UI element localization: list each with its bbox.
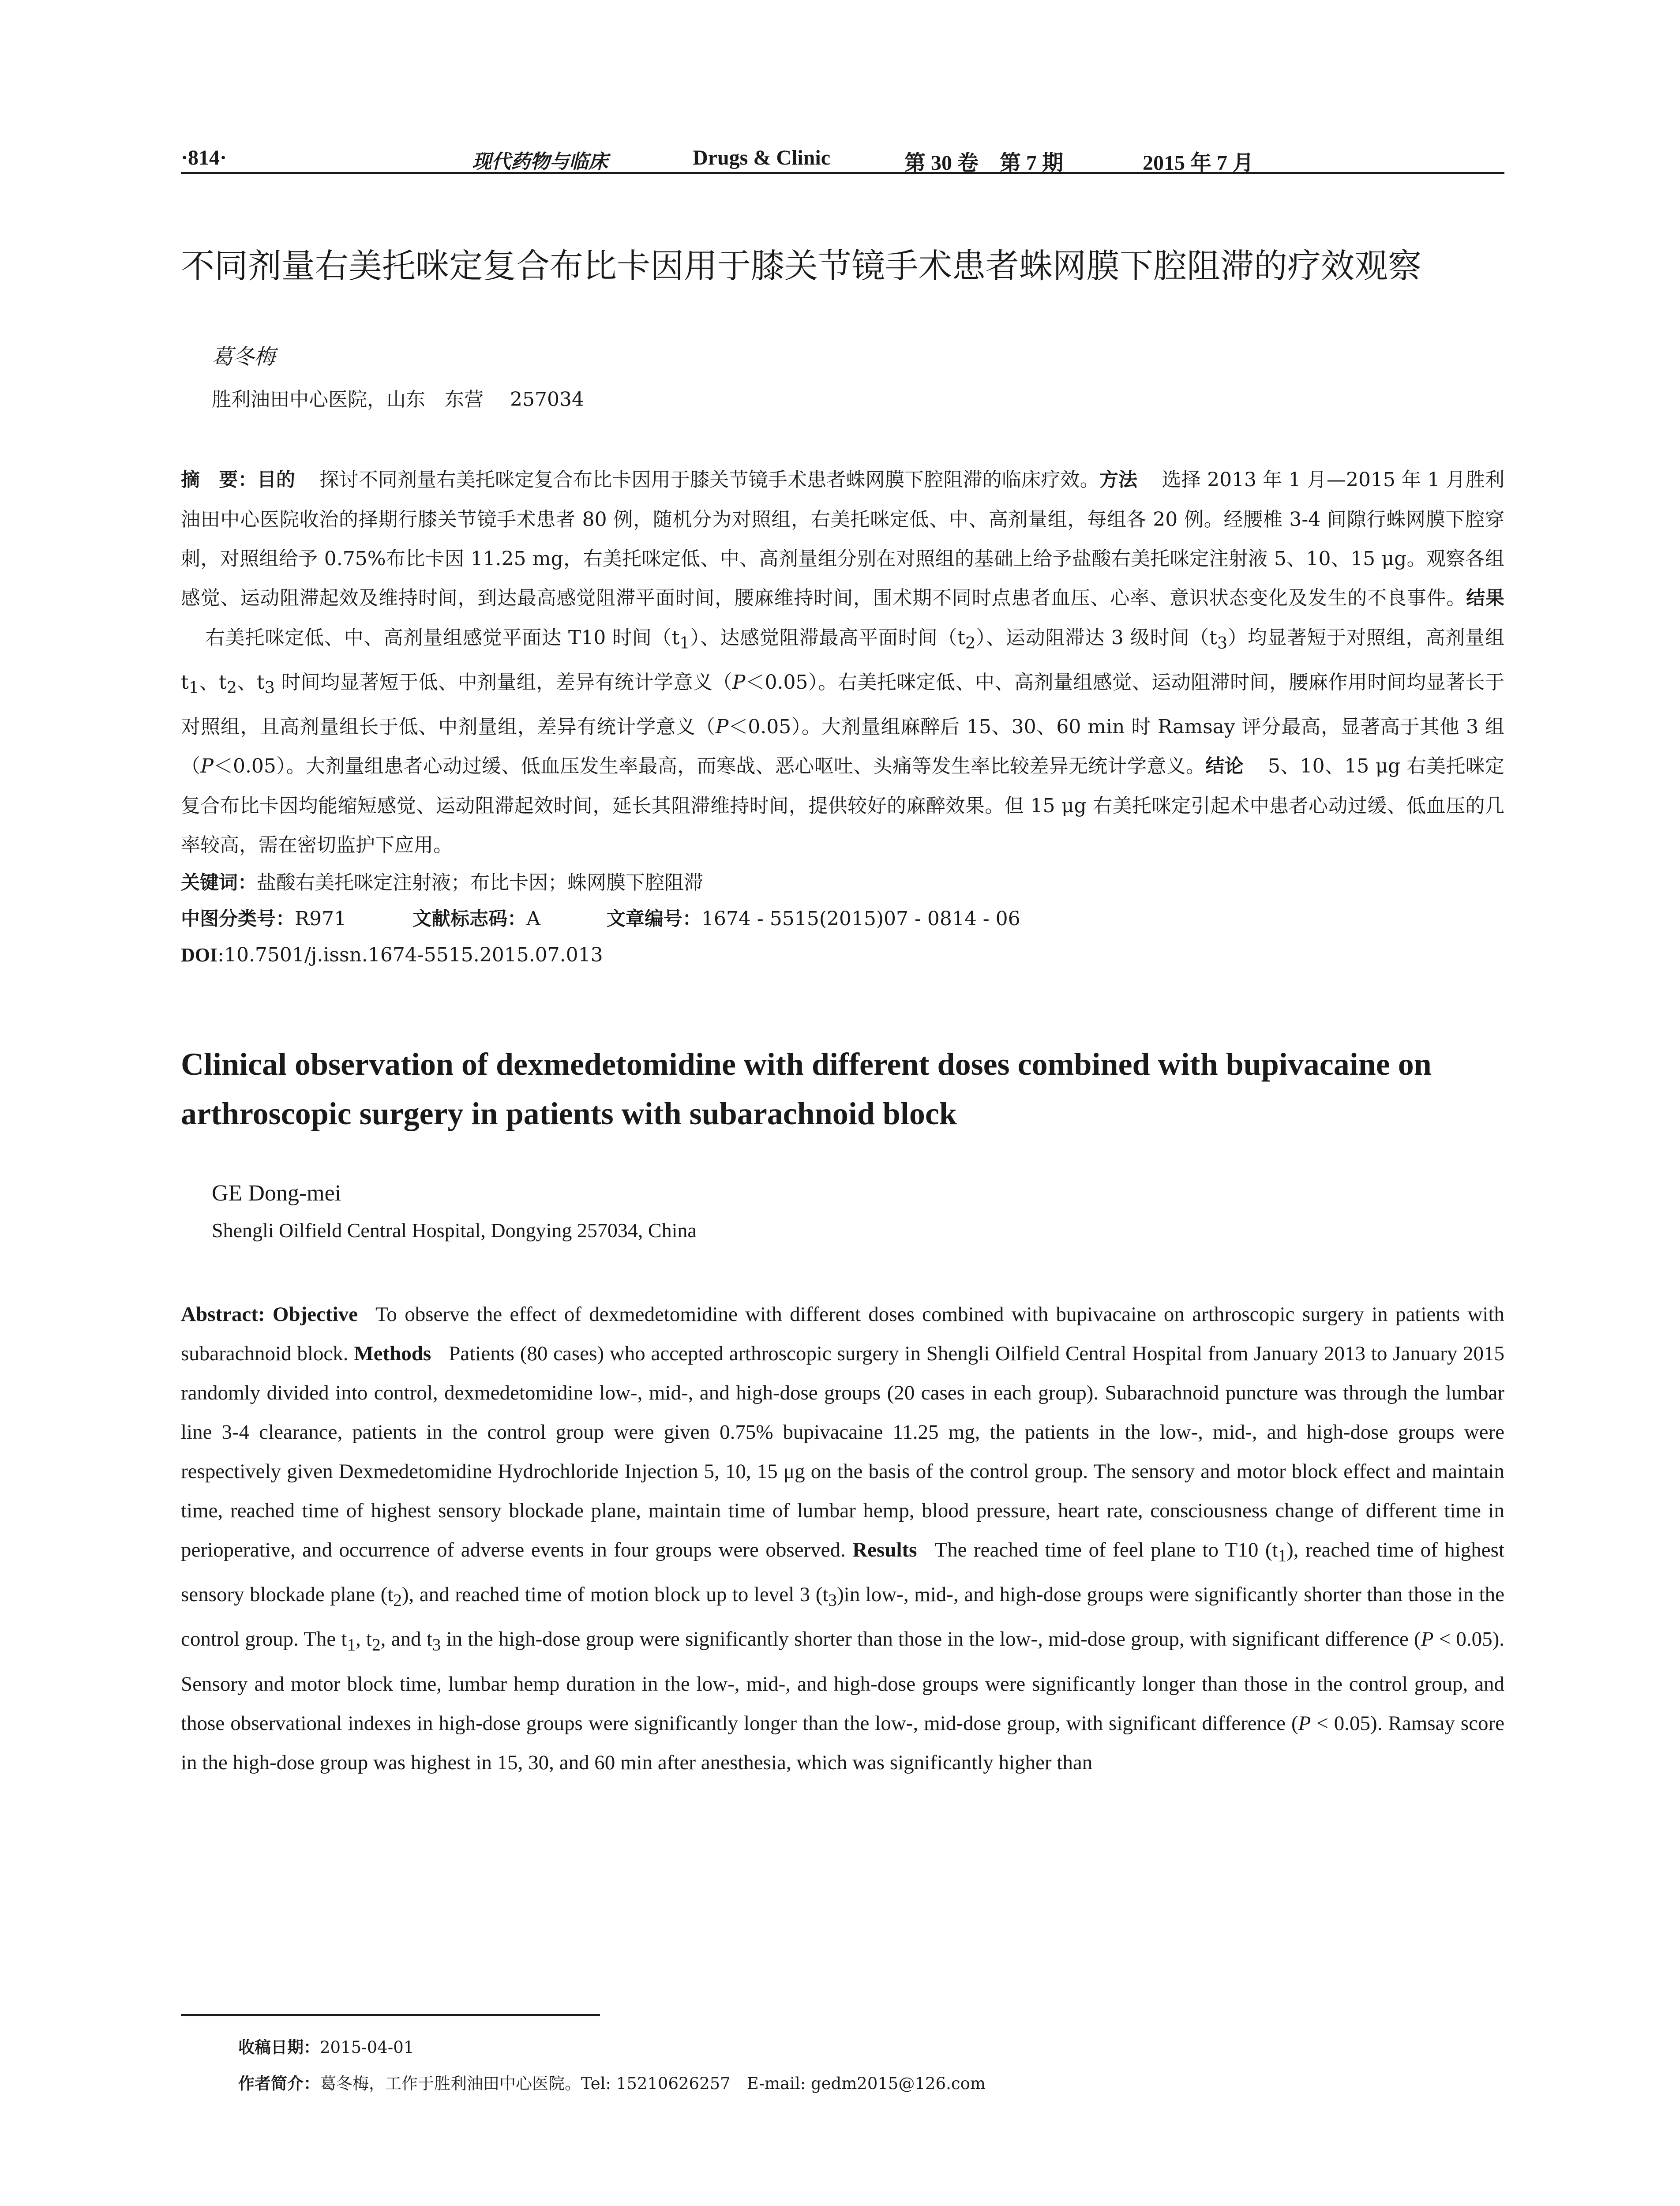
received-date: 2015-04-01 (320, 2038, 414, 2057)
page-number: ·814· (181, 146, 227, 169)
author-bio-label: 作者简介： (238, 2074, 320, 2093)
postcode-cn: 257034 (510, 388, 584, 411)
doc-code-label: 文献标志码： (412, 908, 527, 930)
clc-label: 中图分类号： (181, 908, 295, 930)
results-en-6: , and t (380, 1628, 432, 1651)
received-date-line (238, 2030, 986, 2066)
results-en-5: , t (356, 1628, 372, 1651)
footnote-divider (181, 2014, 600, 2016)
classification-line (181, 901, 1504, 937)
doc-code-value: A (526, 907, 540, 930)
conclusion-cn-label: 结论 (1205, 755, 1244, 777)
results-en-2: ), reached time of highest sensory blockade plane (t (181, 1538, 1504, 1606)
abstract-en-label: Abstract: (181, 1302, 265, 1326)
abstract-en: Abstract: Objective To observe the effect of dexmedetomidine with different doses combined with bupivacaine on arthroscopic surgery in patients with subarachnoid block. Methods Patients (80 cases) who accepted arthroscopic surgery in Shengli Oilfield Central Hospital from January 2013 to January 2015 randomly divided into control, dexmedetomidine low-, mid-, and high-dose groups (20 cases in each group). Subarachnoid puncture was through the lumbar line 3-4 clearance, patients in the control group were given 0.75% bupivacaine 11.25 mg, the patients in the low-, mid-, and high-dose groups were respectively given Dexmedetomidine Hydrochloride Injection 5, 10, 15 μg on the basis of the control group. The sensory and motor block effect and maintain time, reached time of highest sensory blockade plane, maintain time of lumbar hemp, blood pressure, heart rate, consciousness change of different time in perioperative, and occurrence of adverse events in four groups were observed. Results The reached time of feel plane to T10 $(t_1)$, reached time of highest sensory blockade plane $(t_2)$, and reached time of motion block up to level 3 $(t_3)in$ low-, mid-, and high-dose groups were significantly shorter than those in the control group. The $t_1$, $t_2$, and $t_3$ in the high-dose group were significantly shorter than those in the low-, mid-dose group, with significant difference (P < 0.05). Sensory and motor block time, lumbar hemp duration in the low-, mid-, and high-dose groups were significantly longer than those in the control group, and those observational indexes in high-dose groups were significantly longer than the low-, mid-dose group, with significant difference (P < 0.05). Ramsay score in the high-dose group was highest in 15, 30, and 60 min after anesthesia, which was significantly higher than (181, 1302, 1505, 1774)
footnotes (238, 2030, 986, 2102)
results-cn-6: 、t (236, 671, 265, 694)
objective-cn: 探讨不同剂量右美托咪定复合布比卡因用于膝关节镜手术患者蛛网膜下腔阻滞的临床疗效。 (319, 469, 1099, 491)
title-cn: 不同剂量右美托咪定复合布比卡因用于膝关节镜手术患者蛛网膜下腔阻滞的疗效观察 (181, 246, 1421, 285)
results-cn-2: ）、达感觉阻滞最高平面时间（t (690, 627, 965, 649)
results-cn-5: 、t (199, 671, 227, 694)
received-label: 收稿日期： (238, 2038, 320, 2057)
results-cn-3: ）、运动阻滞达 3 级时间（t (975, 627, 1217, 649)
keywords-text: 盐酸右美托咪定注射液；布比卡因；蛛网膜下腔阻滞 (257, 871, 703, 894)
objective-en-label: Objective (272, 1302, 358, 1326)
results-en-9: < 0.05). Ramsay score in the high-dose group was highest in 15, 30, and 60 min after anesthesia, which was significantly higher than (181, 1711, 1504, 1774)
author-en: GE Dong-mei (212, 1180, 341, 1206)
methods-cn: 选择 2013 年 1 月—2015 年 1 月胜利油田中心医院收治的择期行膝关节镜手术患者 80 例，随机分为对照组，右美托咪定低、中、高剂量组，每组各 20 例。经腰椎 3-4 间隙行蛛网膜下腔穿刺，对照组给予 0.75%布比卡因 11.25 mg，右美托咪定低、中、高剂量组分别在对照组的基础上给予盐酸右美托咪定注射液 5、10、15 μg。观察各组感觉、运动阻滞起效及维持时间，到达最高感觉阻滞平面时间，腰麻维持时间，围术期不同时点患者血压、心率、意识状态变化及发生的不良事件。 (181, 469, 1505, 609)
running-header (181, 137, 1504, 174)
issue-info: 第 30 卷 第 7 期 (904, 151, 1064, 175)
results-en-1: The reached time of feel plane to T10 (t (934, 1538, 1278, 1561)
results-en-label: Results (852, 1538, 917, 1561)
paper-page (181, 137, 1504, 1782)
doi-value: :10.7501/j.issn.1674-5515.2015.07.013 (218, 943, 603, 966)
article-no-label: 文章编号： (606, 908, 701, 930)
methods-en-label: Methods (354, 1342, 431, 1365)
article-no-value: 1674 - 5515(2015)07 - 0814 - 06 (701, 907, 1020, 930)
results-cn-4: ）均显著短于对照组，高剂量组 t (181, 627, 1504, 694)
results-en-3: ), and reached time of motion block up to level 3 (t (401, 1583, 829, 1606)
author-cn: 葛冬梅 (212, 345, 276, 369)
results-cn-10: ＜0.05）。大剂量组患者心动过缓、低血压发生率最高，而寒战、恶心呕吐、头痛等发生率比较差异无统计学意义。 (213, 754, 1206, 777)
results-cn-1: 右美托咪定低、中、高剂量组感觉平面达 T10 时间（t (205, 627, 680, 649)
conclusion-cn: 5、10、15 μg 右美托咪定复合布比卡因均能缩短感觉、运动阻滞起效时间，延长其阻滞维持时间，提供较好的麻醉效果。但 15 μg 右美托咪定引起术中患者心动过缓、低血压的几率较高，需在密切监护下应用。 (181, 754, 1504, 856)
keywords-line (181, 865, 1504, 901)
doi-line (181, 937, 1504, 973)
results-en-7: in the high-dose group were significantly shorter than those in the low-, mid-dose group, with significant difference ( (441, 1628, 1421, 1651)
journal-name-en: Drugs & Clinic (693, 146, 830, 169)
abstract-cn-label: 摘 要： (181, 469, 257, 491)
title-en: Clinical observation of dexmedetomidine with different doses combined with bupivacaine on arthroscopic surgery in patients with subarachnoid block (181, 1046, 1432, 1131)
affiliation-en: Shengli Oilfield Central Hospital, Dongying 257034, China (212, 1219, 697, 1242)
journal-name-cn: 现代药物与临床 (472, 150, 608, 173)
author-bio-line (238, 2066, 986, 2102)
objective-cn-label: 目的 (257, 469, 296, 491)
results-cn-9: ＜0.05）。大剂量组麻醉后 15、30、60 min 时 Ramsay 评分最高，显著高于其他 3 组（ (181, 715, 1504, 777)
results-cn-label: 结果 (1466, 587, 1505, 609)
methods-cn-label: 方法 (1099, 469, 1138, 491)
issue-date: 2015 年 7 月 (1143, 151, 1254, 175)
keywords-label: 关键词： (181, 871, 257, 894)
results-en-8: < 0.05). Sensory and motor block time, lumbar hemp duration in the low-, mid-, and high-dose groups were significantly longer than those in the control group, and those observational indexes in high-dose groups were significantly longer than the low-, mid-dose group, with significant difference ( (181, 1628, 1505, 1735)
author-bio: 葛冬梅，工作于胜利油田中心医院。Tel: 15210626257 E-mail: gedm2015@126.com (320, 2074, 986, 2093)
clc-value: R971 (295, 907, 347, 930)
results-en-4: )in low-, mid-, and high-dose groups were significantly shorter than those in the control group. The t (181, 1583, 1504, 1651)
results-cn-7: 时间均显著短于低、中剂量组，差异有统计学意义（ (274, 671, 732, 694)
affiliation-cn-text: 胜利油田中心医院，山东 东营 (212, 388, 484, 411)
methods-en: Patients (80 cases) who accepted arthroscopic surgery in Shengli Oilfield Central Hospital from January 2013 to January 2015 randomly divided into control, dexmedetomidine low-, mid-, and high-dose groups (20 cases in each group). Subarachnoid puncture was through the lumbar line 3-4 clearance, patients in the control group were given 0.75% bupivacaine 11.25 mg, the patients in the low-, mid-, and high-dose groups were respectively given Dexmedetomidine Hydrochloride Injection 5, 10, 15 μg on the basis of the control group. The sensory and motor block effect and maintain time, reached time of highest sensory blockade plane, maintain time of lumbar hemp, blood pressure, heart rate, consciousness change of different time in perioperative, and occurrence of adverse events in four groups were observed. (181, 1342, 1504, 1561)
doi-label: DOI (181, 944, 218, 966)
abstract-cn: 摘 要：目的 探讨不同剂量右美托咪定复合布比卡因用于膝关节镜手术患者蛛网膜下腔阻滞的临床疗效。方法 选择 2013 年 1 月—2015 年 1 月胜利油田中心医院收治的择期行膝关节镜手术患者 80 例，随机分为对照组，右美托咪定低、中、高剂量组，每组各 20 例。经腰椎 3-4 间隙行蛛网膜下腔穿刺，对照组给予 0.75%布比卡因 11.25 mg，右美托咪定低、中、高剂量组分别在对照组的基础上给予盐酸右美托咪定注射液 5、10、15 μg。观察各组感觉、运动阻滞起效及维持时间，到达最高感觉阻滞平面时间，腰麻维持时间，围术期不同时点患者血压、心率、意识状态变化及发生的不良事件。结果右美托咪定低、中、高剂量组感觉平面达 T10 时间$(t_1)$、达感觉阻滞最高平面时间$(t_2)$、运动阻滞达 3 级时间$(t_3)$均显著短于对照组，高剂量组 $t_1$、$t_2$、$t_3$ 时间均显著短于低、中剂量组，差异有统计学意义（P＜0.05）。右美托咪定低、中、高剂量组感觉、运动阻滞时间，腰麻作用时间均显著长于对照组，且高剂量组长于低、中剂量组，差异有统计学意义（P＜0.05）。大剂量组麻醉后 15、30、60 min 时 Ramsay 评分最高，显著高于其他 3 组（P＜0.05）。大剂量组患者心动过缓、低血压发生率最高，而寒战、恶心呕吐、头痛等发生率比较差异无统计学意义。结论 5、10、15 μg 右美托咪定复合布比卡因均能缩短感觉、运动阻滞起效时间，延长其阻滞维持时间，提供较好的麻醉效果。但 15 μg 右美托咪定引起术中患者心动过缓、低血压的几率较高，需在密切监护下应用。 (181, 469, 1505, 856)
affiliation-cn (212, 383, 1504, 412)
results-cn-8: ＜0.05）。右美托咪定低、中、高剂量组感觉、运动阻滞时间，腰麻作用时间均显著长于对照组，且高剂量组长于低、中剂量组，差异有统计学意义（ (181, 671, 1505, 738)
objective-en: To observe the effect of dexmedetomidine with different doses combined with bupivacaine on arthroscopic surgery in patients with subarachnoid block. (181, 1302, 1505, 1365)
